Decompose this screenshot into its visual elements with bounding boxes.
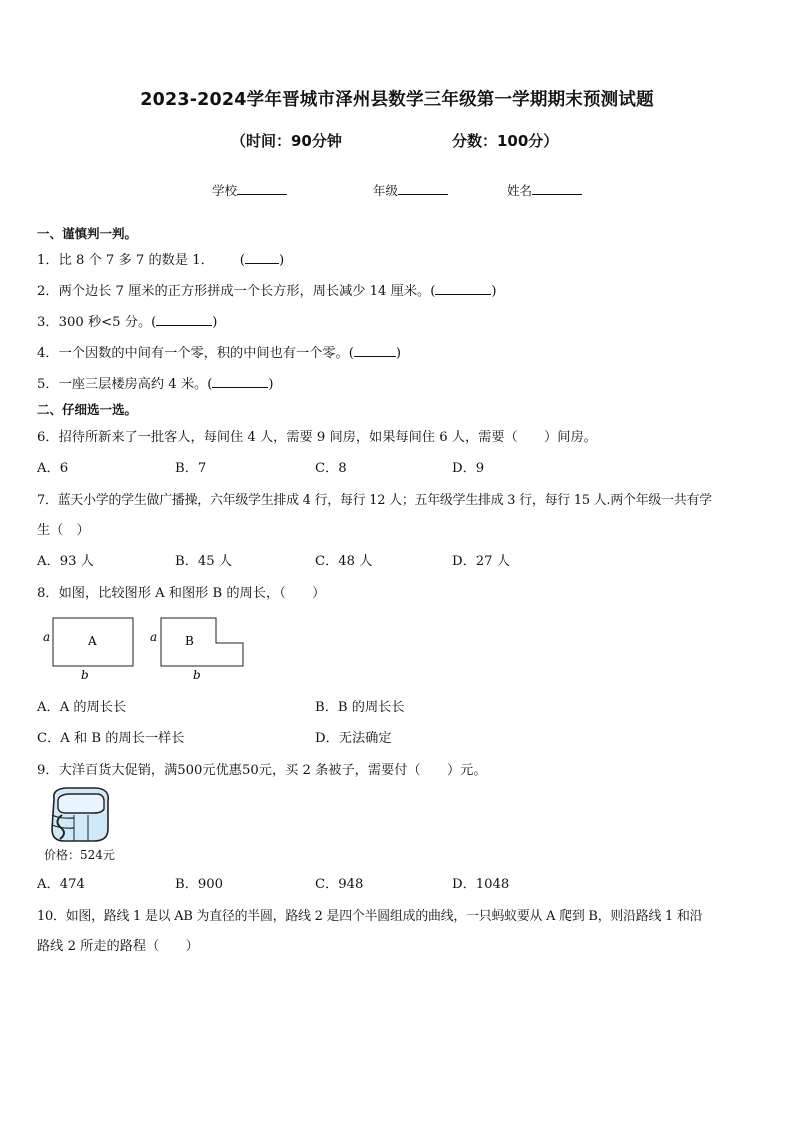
quilt-price: 价格：524元: [44, 848, 115, 862]
grade-blank[interactable]: [398, 181, 448, 195]
q6-option-d[interactable]: D．9: [452, 461, 485, 476]
question-10-line-2: 路线 2 所走的路程（ ）: [37, 939, 199, 954]
page-title: 2023-2024学年晋城市泽州县数学三年级第一学期期末预测试题: [140, 90, 654, 110]
exam-time: （时间：90分钟: [231, 132, 342, 150]
q7-option-b[interactable]: B．45 人: [175, 554, 233, 569]
q7-option-d[interactable]: D．27 人: [452, 554, 510, 569]
shape-b-bottom-label: b: [193, 668, 201, 682]
grade-field: [373, 181, 448, 199]
quilt-icon: [44, 785, 114, 847]
section-2-title: 二、仔细选一选。: [37, 402, 138, 417]
q9-option-d[interactable]: D．1048: [452, 877, 510, 892]
school-field: [212, 181, 287, 199]
q8-option-a[interactable]: A．A 的周长长: [37, 700, 127, 715]
answer-blank-2[interactable]: [435, 281, 491, 295]
q8-option-d[interactable]: D．无法确定: [315, 731, 392, 746]
shape-a-side-label: a: [43, 630, 51, 644]
shape-b-outline: [161, 618, 243, 666]
q9-option-c[interactable]: C．948: [315, 877, 364, 892]
question-1: 1．比 8 个 7 多 7 的数是 1． ( ): [37, 249, 284, 268]
question-6: 6．招待所新来了一批客人，每间住 4 人，需要 9 间房，如果每间住 6 人，需要（ ）间房。: [37, 430, 597, 445]
shape-a-label: A: [88, 634, 97, 648]
q6-option-a[interactable]: A．6: [37, 461, 69, 476]
question-8: 8．如图，比较图形 A 和图形 B 的周长，（ ）: [37, 586, 326, 601]
shape-a-bottom-label: b: [81, 668, 89, 682]
exam-score: 分数：100分）: [452, 132, 559, 150]
q7-option-c[interactable]: C．48 人: [315, 554, 373, 569]
question-3: 3．300 秒<5 分。( ): [37, 311, 217, 330]
name-blank[interactable]: [532, 181, 582, 195]
q7-option-a[interactable]: A．93 人: [37, 554, 94, 569]
perimeter-figure: [36, 612, 251, 684]
section-1-title: 一、谨慎判一判。: [37, 226, 138, 241]
answer-blank-1[interactable]: [245, 250, 279, 264]
question-9: 9．大洋百货大促销，满500元优惠50元，买 2 条被子，需要付（ ）元。: [37, 763, 487, 778]
q6-option-b[interactable]: B．7: [175, 461, 207, 476]
school-label: 学校: [212, 183, 238, 198]
question-7-line-1: 7．蓝天小学的学生做广播操，六年级学生排成 4 行，每行 12 人；五年级学生排成 3 行，每行 15 人.两个年级一共有学: [37, 493, 712, 508]
question-7-line-2: 生（ ）: [37, 523, 90, 538]
question-2: 2．两个边长 7 厘米的正方形拼成一个长方形，周长减少 14 厘米。( ): [37, 280, 497, 299]
question-4: 4．一个因数的中间有一个零，积的中间也有一个零。( ): [37, 342, 401, 361]
q9-option-b[interactable]: B．900: [175, 877, 224, 892]
q9-option-a[interactable]: A．474: [37, 877, 85, 892]
answer-blank-4[interactable]: [354, 343, 396, 357]
name-label: 姓名: [507, 183, 533, 198]
q8-option-c[interactable]: C．A 和 B 的周长一样长: [37, 731, 185, 746]
answer-blank-5[interactable]: [212, 374, 268, 388]
grade-label: 年级: [373, 183, 399, 198]
school-blank[interactable]: [237, 181, 287, 195]
shape-b-side-label: a: [150, 630, 158, 644]
q8-option-b[interactable]: B．B 的周长长: [315, 700, 405, 715]
question-10-line-1: 10．如图，路线 1 是以 AB 为直径的半圆，路线 2 是四个半圆组成的曲线，一只蚂蚁要从 A 爬到 B，则沿路线 1 和沿: [37, 909, 703, 924]
name-field: [507, 181, 582, 199]
answer-blank-3[interactable]: [156, 312, 212, 326]
question-5: 5．一座三层楼房高约 4 米。( ): [37, 373, 274, 392]
shape-b-label: B: [185, 634, 194, 648]
q6-option-c[interactable]: C．8: [315, 461, 347, 476]
